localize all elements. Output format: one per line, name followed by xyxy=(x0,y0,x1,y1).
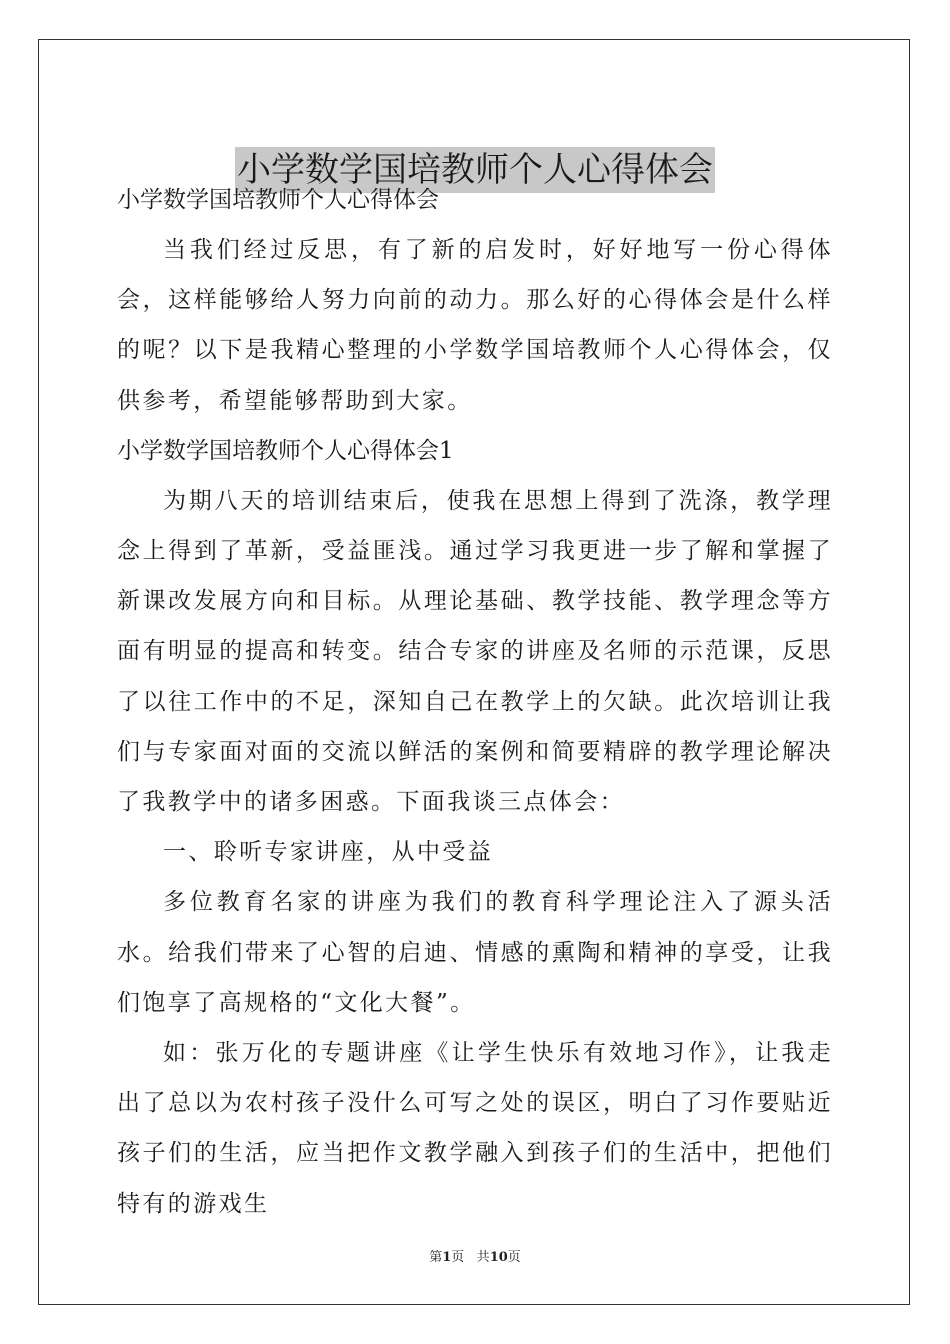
section-heading: 小学数学国培教师个人心得体会1 xyxy=(117,437,454,464)
footer-total-prefix: 共 xyxy=(476,1250,490,1265)
document-body xyxy=(117,175,833,1229)
footer-total-suffix: 页 xyxy=(507,1250,521,1265)
body-paragraph: 如：张万化的专题讲座《让学生快乐有效地习作》，让我走出了总以为农村孩子没什么可写之处的误区，明白了习作要贴近孩子们的生活，应当把作文教学融入到孩子们的生活中，把他们特有的游戏生 xyxy=(117,1040,833,1217)
document-title: 小学数学国培教师个人心得体会 xyxy=(235,147,715,193)
page-footer xyxy=(0,1246,950,1265)
footer-total-pages: 10 xyxy=(489,1250,508,1265)
footer-page-suffix: 页 xyxy=(451,1250,465,1265)
footer-page-number: 1 xyxy=(442,1250,452,1265)
subtitle-line: 小学数学国培教师个人心得体会 xyxy=(117,187,439,213)
body-paragraph: 为期八天的培训结束后，使我在思想上得到了洗涤，教学理念上得到了革新，受益匪浅。通过学习我更进一步了解和掌握了新课改发展方向和目标。从理论基础、教学技能、教学理念等方面有明显的提高和转变。结合专家的讲座及名师的示范课，反思了以往工作中的不足，深知自己在教学上的欠缺。此次培训让我们与专家面对面的交流以鲜活的案例和简要精辟的教学理论解决了我教学中的诸多困惑。下面我谈三点体会： xyxy=(117,487,833,816)
subheading-paragraph: 一、聆听专家讲座，从中受益 xyxy=(163,839,494,866)
footer-prefix: 第 xyxy=(429,1250,443,1265)
intro-paragraph: 当我们经过反思，有了新的启发时，好好地写一份心得体会，这样能够给人努力向前的动力。那么好的心得体会是什么样的呢？以下是我精心整理的小学数学国培教师个人心得体会，仅供参考，希望能够帮助到大家。 xyxy=(117,237,833,414)
body-paragraph: 多位教育名家的讲座为我们的教育科学理论注入了源头活水。给我们带来了心智的启迪、情感的熏陶和精神的享受，让我们饱享了高规格的“文化大餐”。 xyxy=(117,889,833,1016)
